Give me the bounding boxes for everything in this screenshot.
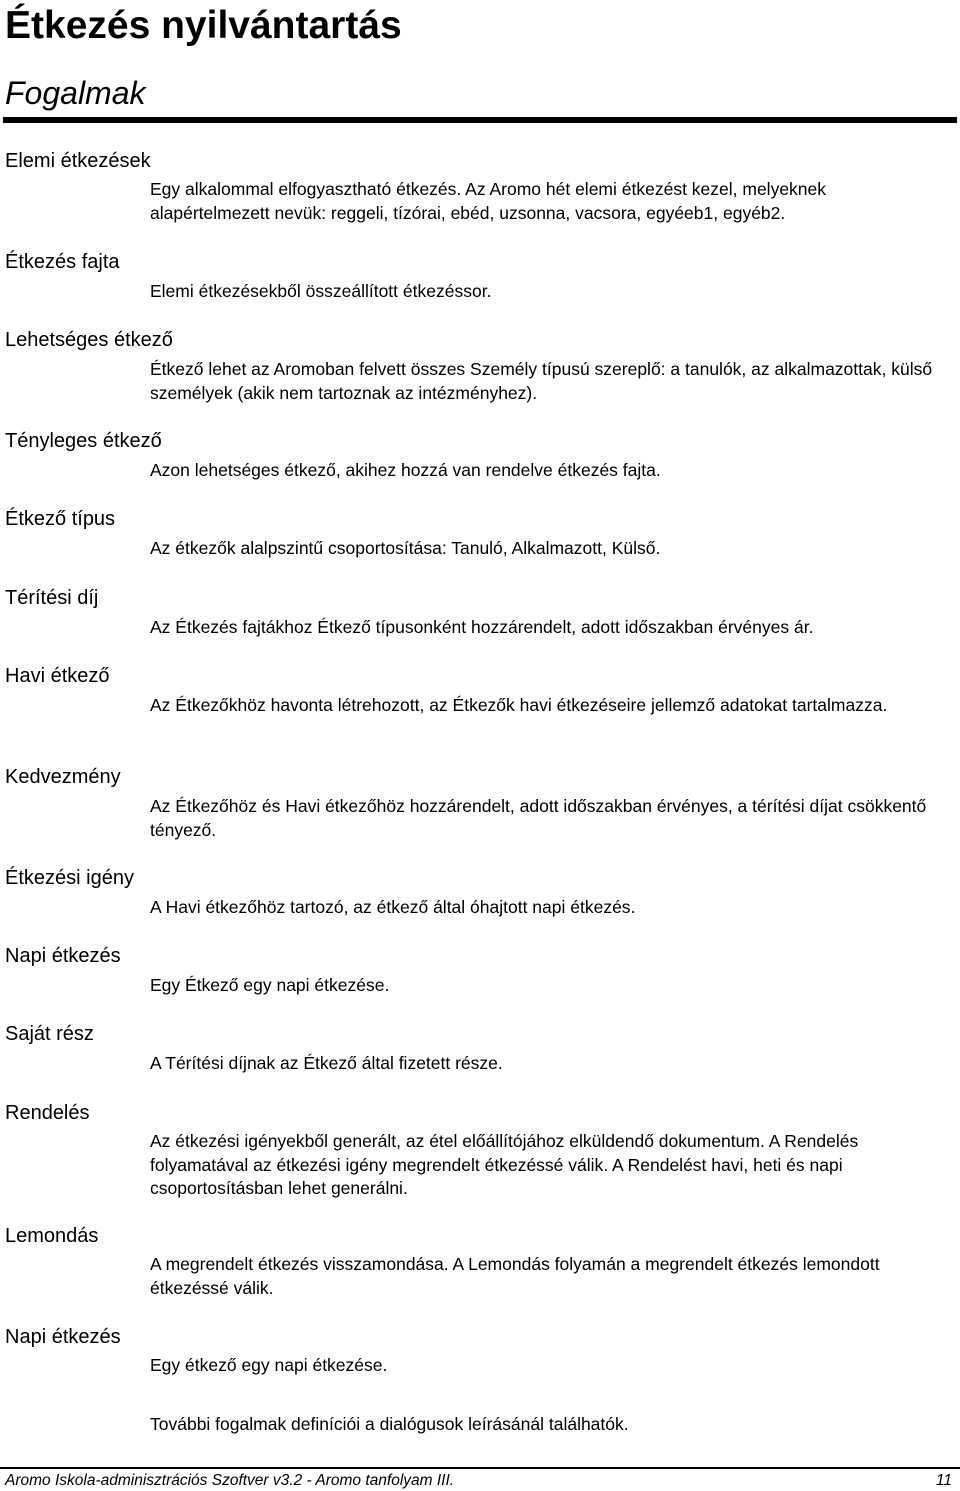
- definition-text: Az Étkezőhöz és Havi étkezőhöz hozzárendelt, adott időszakban érvényes, a térítési díjat csökkentő tényező.: [150, 796, 927, 840]
- definition-text: A Térítési díjnak az Étkező által fizetett része.: [150, 1053, 503, 1073]
- glossary-definition-lehetseges-etkezo: [150, 358, 950, 405]
- definition-text: Azon lehetséges étkező, akihez hozzá van rendelve étkezés fajta.: [150, 460, 661, 480]
- glossary-definition-etkezesi-igeny: [150, 896, 950, 920]
- glossary-term-sajat-resz: Saját rész: [5, 1023, 94, 1045]
- glossary-term-lemondas: Lemondás: [5, 1225, 99, 1247]
- page-number: 11: [935, 1472, 952, 1489]
- title-divider: [3, 117, 957, 123]
- glossary-term-etkezes-fajta: Étkezés fajta: [5, 251, 120, 273]
- glossary-term-havi-etkezo: Havi étkező: [5, 665, 110, 687]
- glossary-definition-rendeles: [150, 1130, 950, 1201]
- glossary-term-etkezesi-igeny: Étkezési igény: [5, 867, 134, 889]
- page-title: Étkezés nyilvántartás: [5, 4, 402, 47]
- definition-text: Egy Étkező egy napi étkezése.: [150, 975, 390, 995]
- glossary-definition-napi-etkezes: [150, 974, 950, 998]
- glossary-definition-lemondas: [150, 1253, 950, 1300]
- glossary-definition-etkezes-fajta: [150, 280, 950, 304]
- glossary-definition-elemi-etkezesek: [150, 178, 950, 225]
- closing-note-text: További fogalmak definíciói a dialógusok leírásánál találhatók.: [150, 1414, 629, 1434]
- glossary-term-lehetseges-etkezo: Lehetséges étkező: [5, 329, 173, 351]
- glossary-term-tenyleges-etkezo: Tényleges étkező: [5, 430, 162, 452]
- definition-text: Az étkezési igényekből generált, az étel előállítójához elküldendő dokumentum. A Rendelés folyamatával az étkezési igény megrendelt étkezéssé válik. A Rendelést havi, heti és napi csoportosításban lehet generálni.: [150, 1131, 859, 1198]
- page-subtitle: Fogalmak: [5, 75, 146, 111]
- definition-text: Egy alkalommal elfogyasztható étkezés. Az Aromo hét elemi étkezést kezel, melyeknek alapértelmezett nevük: reggeli, tízórai, ebéd, uzsonna, vacsora, egyéeb1, egyéb2.: [150, 179, 827, 223]
- definition-text: Egy étkező egy napi étkezése.: [150, 1355, 388, 1375]
- glossary-definition-tenyleges-etkezo: [150, 459, 950, 483]
- definition-text: Étkező lehet az Aromoban felvett összes Személy típusú szereplő: a tanulók, az alkalmazottak, külső személyek (akik nem tartoznak az intézményhez).: [150, 359, 933, 403]
- glossary-term-teritesi-dij: Térítési díj: [5, 587, 99, 609]
- glossary-definition-havi-etkezo: [150, 694, 950, 718]
- footer-text: Aromo Iskola-adminisztrációs Szoftver v3.2 - Aromo tanfolyam III.: [5, 1472, 455, 1489]
- definition-text: A megrendelt étkezés visszamondása. A Lemondás folyamán a megrendelt étkezés lemondott étkezéssé válik.: [150, 1254, 880, 1298]
- definition-text: Az étkezők alalpszintű csoportosítása: Tanuló, Alkalmazott, Külső.: [150, 538, 661, 558]
- definition-text: Elemi étkezésekből összeállított étkezéssor.: [150, 281, 492, 301]
- glossary-term-kedvezmeny: Kedvezmény: [5, 766, 121, 788]
- glossary-definition-napi-etkezes-2: [150, 1354, 950, 1378]
- closing-note: [150, 1413, 950, 1437]
- glossary-term-rendeles: Rendelés: [5, 1102, 90, 1124]
- glossary-definition-etkezo-tipus: [150, 537, 950, 561]
- footer-divider: [0, 1467, 960, 1469]
- glossary-term-napi-etkezes-2: Napi étkezés: [5, 1326, 121, 1348]
- glossary-definition-sajat-resz: [150, 1052, 950, 1076]
- definition-text: A Havi étkezőhöz tartozó, az étkező által óhajtott napi étkezés.: [150, 897, 636, 917]
- definition-text: Az Étkezőkhöz havonta létrehozott, az Étkezők havi étkezéseire jellemző adatokat tartalmazza.: [150, 695, 888, 715]
- glossary-definition-kedvezmeny: [150, 795, 950, 842]
- definition-text: Az Étkezés fajtákhoz Étkező típusonként hozzárendelt, adott időszakban érvényes ár.: [150, 617, 814, 637]
- glossary-definition-teritesi-dij: [150, 616, 950, 640]
- glossary-term-napi-etkezes: Napi étkezés: [5, 945, 121, 967]
- glossary-term-elemi-etkezesek: Elemi étkezések: [5, 150, 151, 172]
- glossary-term-etkezo-tipus: Étkező típus: [5, 508, 116, 530]
